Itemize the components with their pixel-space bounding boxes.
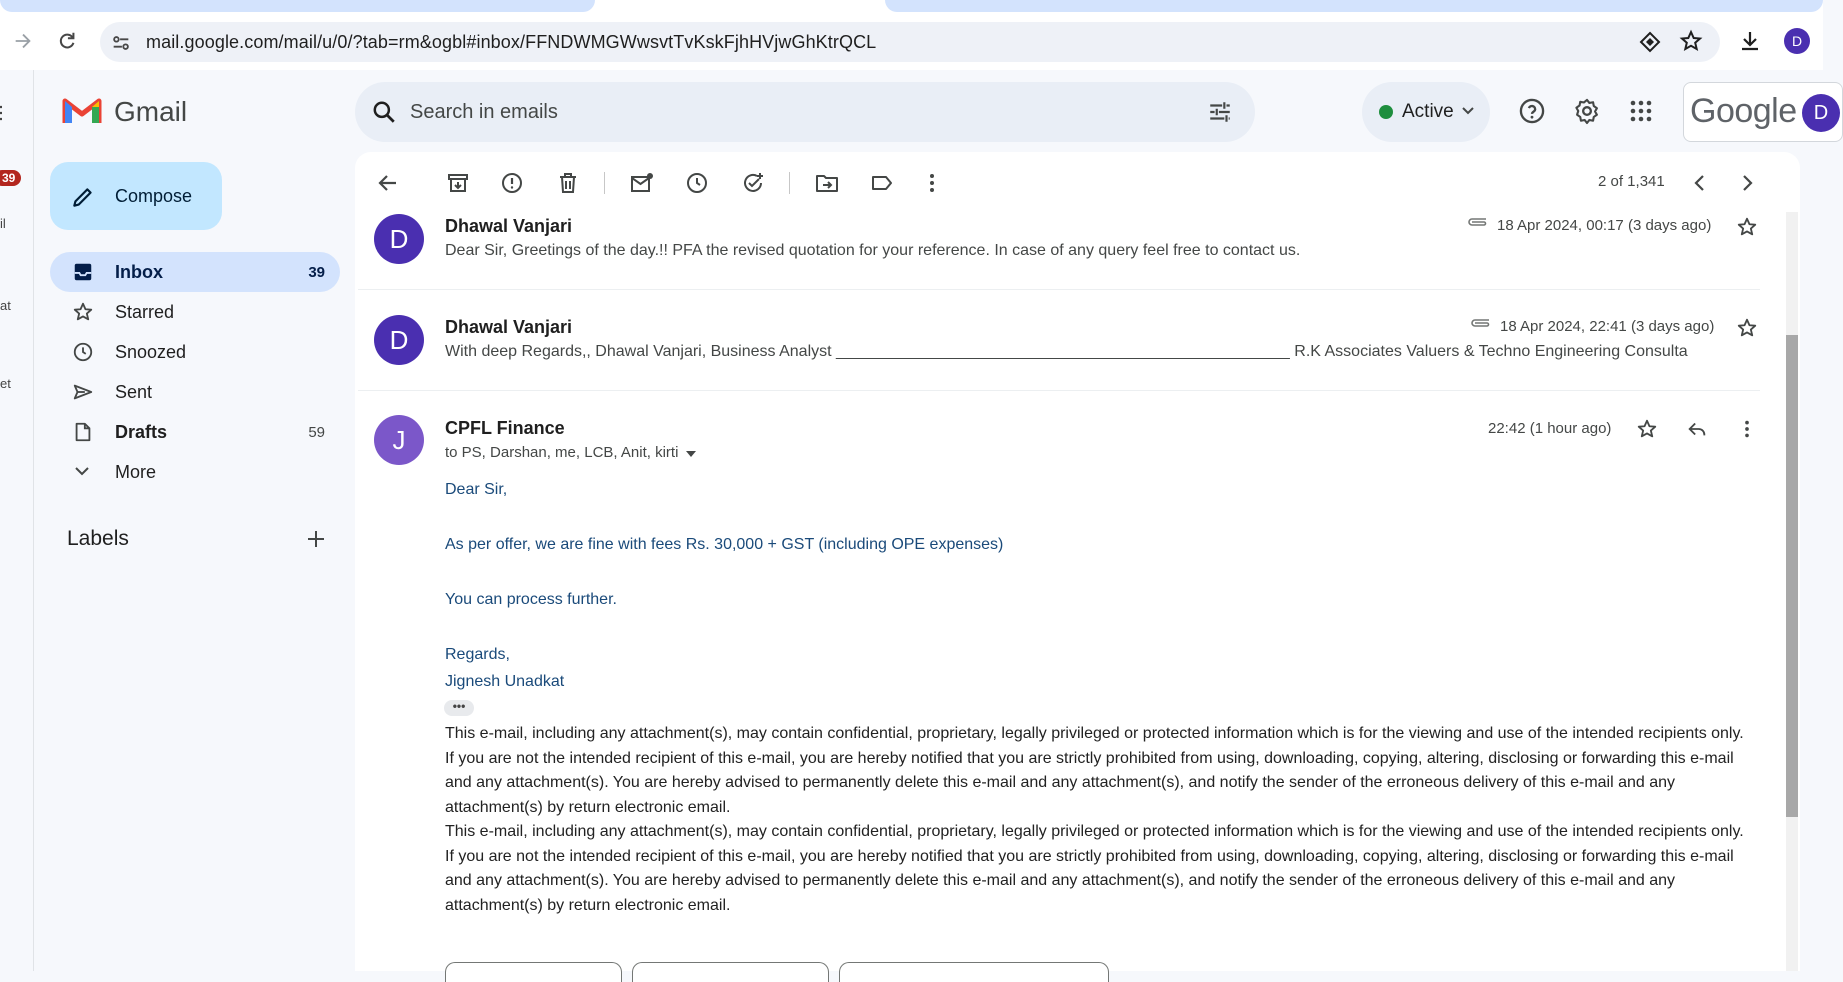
more-vert-icon[interactable] xyxy=(1736,418,1758,440)
menu-icon[interactable] xyxy=(0,104,10,122)
search-input[interactable] xyxy=(410,98,1170,126)
browser-tab[interactable] xyxy=(885,0,1823,12)
move-to-icon[interactable] xyxy=(815,171,839,195)
snooze-clock-icon[interactable] xyxy=(685,171,709,195)
body-signature: Jignesh Unadkat xyxy=(445,673,565,690)
add-label-icon[interactable] xyxy=(306,529,326,549)
message-date: 18 Apr 2024, 22:41 (3 days ago) xyxy=(1500,318,1715,335)
gmail-logo-icon[interactable] xyxy=(62,95,102,125)
reply-icon[interactable] xyxy=(1686,418,1708,440)
sender-name[interactable]: CPFL Finance xyxy=(445,418,565,438)
star-icon[interactable] xyxy=(1636,418,1658,440)
attachment-chip[interactable] xyxy=(839,962,1109,982)
body-greeting: Dear Sir, xyxy=(445,481,508,498)
inbox-count: 39 xyxy=(308,264,325,281)
google-wordmark: Google xyxy=(1690,92,1797,130)
labels-heading: Labels xyxy=(67,527,129,550)
back-arrow-icon[interactable] xyxy=(376,171,400,195)
pager-text: 2 of 1,341 xyxy=(1598,173,1665,190)
drafts-count: 59 xyxy=(308,424,325,441)
star-icon[interactable] xyxy=(1736,216,1758,238)
collapsed-message[interactable] xyxy=(355,290,1785,390)
attachment-chip[interactable] xyxy=(445,962,622,982)
star-icon xyxy=(72,301,94,323)
sender-avatar: D xyxy=(374,214,424,264)
sender-avatar: D xyxy=(374,315,424,365)
recipients-line: to PS, Darshan, me, LCB, Anit, kirti xyxy=(445,444,679,461)
rail-label-meet[interactable]: et xyxy=(0,376,11,391)
body-line: As per offer, we are fine with fees Rs. 30,000 + GST (including OPE expenses) xyxy=(445,536,1004,553)
rail-label-chat[interactable]: at xyxy=(0,298,11,313)
body-regards: Regards, xyxy=(445,646,510,663)
nav-label-snoozed: Snoozed xyxy=(115,342,187,362)
sender-name: Dhawal Vanjari xyxy=(445,317,573,337)
disclaimer-text: This e-mail, including any attachment(s), may contain confidential, proprietary, legally privileged or protected information which is for the viewing and use of the intended recipients only. If you are not the intended recipient of this e-mail, you are hereby notified that you are strictly prohibited from using, downloading, copying, altering, disclosing or forwarding this e-mail and any attachment(s). You are hereby advised to permanently delete this e-mail and any attachment(s), and notify the sender of the erroneous delivery of this e-mail and any attachment(s) by return electronic email. xyxy=(445,725,1744,816)
star-icon[interactable] xyxy=(1736,317,1758,339)
apps-grid-icon[interactable] xyxy=(1629,99,1653,123)
profile-avatar[interactable]: D xyxy=(1784,28,1810,54)
label-tag-icon[interactable] xyxy=(870,171,894,195)
nav-label-sent: Sent xyxy=(115,382,153,402)
attachment-clip-icon xyxy=(1469,316,1491,330)
status-indicator xyxy=(1379,105,1393,119)
account-avatar[interactable]: D xyxy=(1802,94,1840,132)
body-line: You can process further. xyxy=(445,591,617,608)
clock-icon xyxy=(72,341,94,363)
toolbar-divider xyxy=(789,172,790,194)
search-icon[interactable] xyxy=(371,99,397,125)
status-label: Active xyxy=(1402,101,1454,122)
chevron-down-icon xyxy=(74,464,90,478)
disclaimer-text: This e-mail, including any attachment(s), may contain confidential, proprietary, legally privileged or protected information which is for the viewing and use of the intended recipients only. If you are not the intended recipient of this e-mail, you are hereby notified that you are strictly prohibited from using, downloading, copying, altering, disclosing or forwarding this e-mail and any attachment(s). You are hereby advised to permanently delete this e-mail and any attachment(s), and notify the sender of the erroneous delivery of this e-mail and any attachment(s) by return electronic email. xyxy=(445,823,1744,914)
inbox-icon xyxy=(72,261,94,283)
help-icon[interactable] xyxy=(1518,97,1546,125)
nav-item-more[interactable] xyxy=(50,452,340,492)
lens-icon[interactable] xyxy=(1638,30,1662,54)
reload-icon[interactable] xyxy=(56,30,78,52)
chevron-down-icon xyxy=(1462,106,1474,116)
download-icon[interactable] xyxy=(1738,29,1762,53)
draft-icon xyxy=(72,421,94,443)
nav-label-more: More xyxy=(115,462,157,482)
mark-unread-icon[interactable] xyxy=(630,171,654,195)
report-spam-icon[interactable] xyxy=(500,171,524,195)
message-date: 22:42 (1 hour ago) xyxy=(1488,420,1612,437)
delete-icon[interactable] xyxy=(556,171,580,195)
attachment-clip-icon xyxy=(1466,215,1488,229)
send-icon xyxy=(72,381,94,403)
app-name[interactable]: Gmail xyxy=(114,96,188,127)
chevron-left-icon[interactable] xyxy=(1688,171,1712,195)
browser-tabstrip xyxy=(0,0,1823,14)
scrollbar-thumb[interactable] xyxy=(1786,335,1798,817)
bookmark-star-icon[interactable] xyxy=(1679,29,1703,53)
settings-gear-icon[interactable] xyxy=(1573,97,1601,125)
browser-toolbar xyxy=(0,14,1823,70)
show-trimmed-content-button[interactable]: ••• xyxy=(444,700,474,716)
app-rail xyxy=(0,70,34,971)
compose-label: Compose xyxy=(115,186,193,206)
browser-tab[interactable] xyxy=(0,0,595,12)
chevron-right-icon[interactable] xyxy=(1735,171,1759,195)
rail-mail-badge: 39 xyxy=(0,170,21,186)
more-vert-icon[interactable] xyxy=(920,171,944,195)
site-settings-icon[interactable] xyxy=(110,32,132,54)
message-date: 18 Apr 2024, 00:17 (3 days ago) xyxy=(1497,217,1712,234)
archive-icon[interactable] xyxy=(446,171,470,195)
nav-label-drafts: Drafts xyxy=(115,422,168,442)
sender-name: Dhawal Vanjari xyxy=(445,216,573,236)
forward-icon[interactable] xyxy=(12,30,34,52)
rail-label-mail[interactable]: il xyxy=(0,216,6,231)
nav-label-inbox: Inbox xyxy=(115,262,163,282)
search-options-icon[interactable] xyxy=(1207,99,1233,125)
message-snippet: With deep Regards,, Dhawal Vanjari, Business Analyst ___________________________________________________ R.K Associates Valuers & Techno Engineering Consulta xyxy=(445,343,1688,360)
pencil-icon xyxy=(70,184,96,210)
message-divider xyxy=(358,390,1760,391)
sender-avatar: J xyxy=(374,415,424,465)
nav-label-starred: Starred xyxy=(115,302,175,322)
attachment-chip[interactable] xyxy=(632,962,829,982)
message-snippet: Dear Sir, Greetings of the day.!! PFA the revised quotation for your reference. In case of any query feel free to contact us. xyxy=(445,242,1301,259)
toolbar-divider xyxy=(604,172,605,194)
add-task-icon[interactable] xyxy=(741,171,765,195)
show-details-icon[interactable] xyxy=(685,449,697,459)
url-text[interactable]: mail.google.com/mail/u/0/?tab=rm&ogbl#inbox/FFNDWMGWwsvtTvKskFjhHVjwGhKtrQCL xyxy=(146,32,877,52)
